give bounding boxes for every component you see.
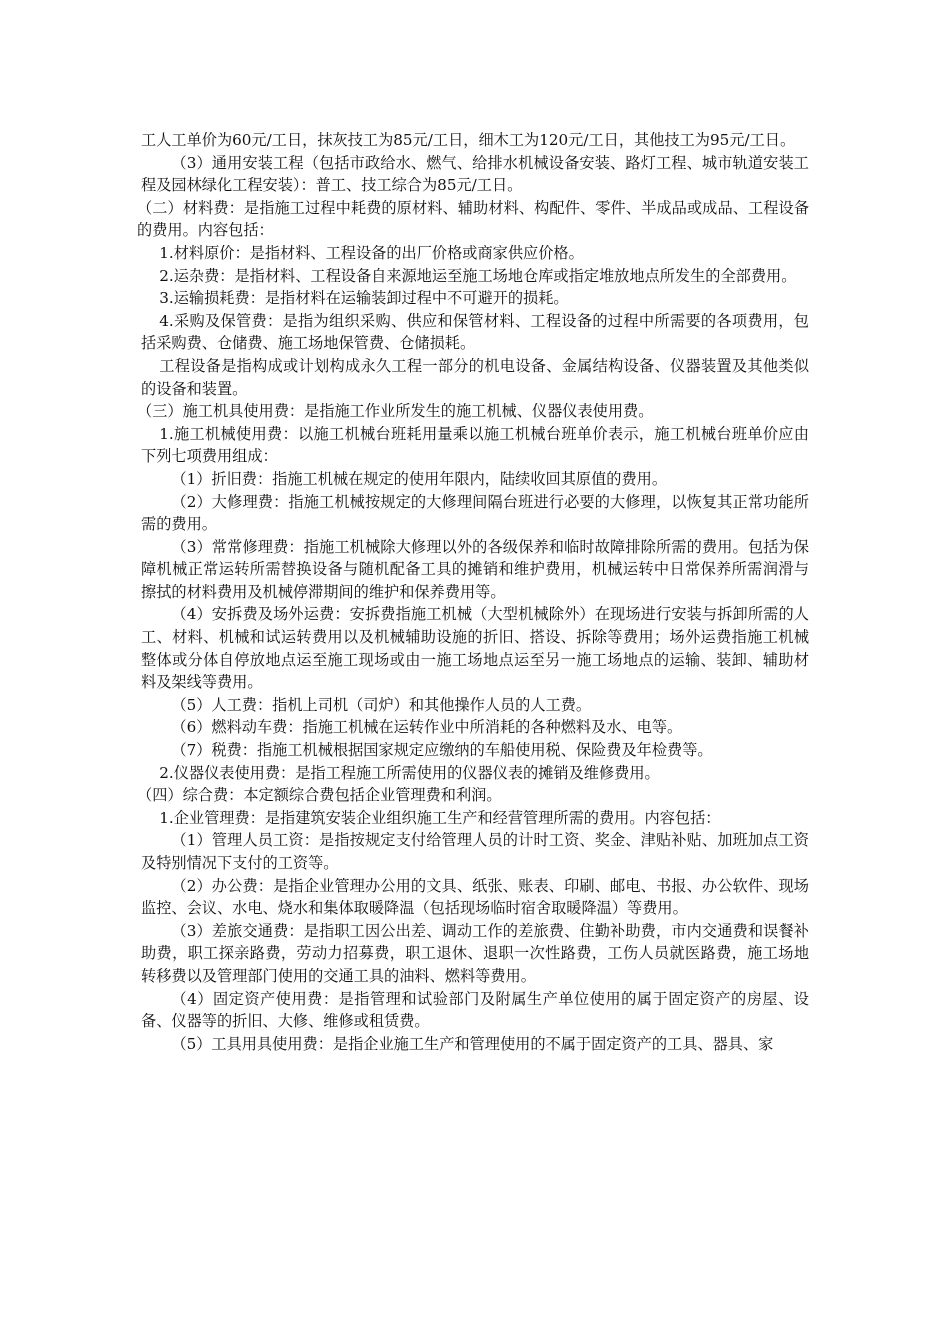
paragraph-material-price: 1.材料原价：是指材料、工程设备的出厂价格或商家供应价格。 — [159, 243, 584, 262]
paragraph-enterprise-management: 1.企业管理费：是指建筑安装企业组织施工生产和经营管理所需的费用。内容包括： — [159, 808, 721, 827]
paragraph-transport-loss: 3.运输损耗费：是指材料在运输装卸过程中不可避开的损耗。 — [159, 289, 569, 308]
heading-material-cost: （二）材料费：是指施工过程中耗费的原材料、辅助材料、构配件、零件、半成品或成品、工程设备的费用。内容包括： — [137, 198, 809, 240]
paragraph-overhaul: （2）大修理费：指施工机械按规定的大修理间隔台班进行必要的大修理，以恢复其正常功能所需的费用。 — [141, 492, 809, 534]
paragraph-installation-transport: （4）安拆费及场外运费：安拆费指施工机械（大型机械除外）在现场进行安装与拆卸所需的人工、材料、机械和试运转费用以及机械辅助设施的折旧、搭设、拆除等费用；场外运费指施工机械整体或分体自停放地点运至施工现场或由一施工场地点运至另一施工场地点的运输、装卸、辅助材料及架线等费用。 — [141, 605, 809, 692]
paragraph-engineering-equipment: 工程设备是指构成或计划构成永久工程一部分的机电设备、金属结构设备、仪器装置及其他类似的设备和装置。 — [141, 356, 809, 398]
paragraph-management-salary: （1）管理人员工资：是指按规定支付给管理人员的计时工资、奖金、津贴补贴、加班加点工资及特别情况下支付的工资等。 — [141, 831, 809, 872]
paragraph-office-cost: （2）办公费：是指企业管理办公用的文具、纸张、账表、印刷、邮电、书报、办公软件、现场监控、会议、水电、烧水和集体取暖降温（包括现场临时宿舍取暖降温）等费用。 — [141, 876, 809, 918]
paragraph-fuel-power: （6）燃料动车费：指施工机械在运转作业中所消耗的各种燃料及水、电等。 — [171, 718, 683, 737]
paragraph-general-installation: （3）通用安装工程（包括市政给水、燃气、给排水机械设备安装、路灯工程、城市轨道安装工程及园林绿化工程安装）：普工、技工综合为85元/工日。 — [141, 153, 809, 195]
paragraph-machine-usage: 1.施工机械使用费：以施工机械台班耗用量乘以施工机械台班单价表示，施工机械台班单价应由下列七项费用组成： — [141, 424, 809, 466]
paragraph-depreciation: （1）折旧费：指施工机械在规定的使用年限内，陆续收回其原值的费用。 — [171, 469, 668, 488]
paragraph-freight: 2.运杂费：是指材料、工程设备自来源地运至施工场地仓库或指定堆放地点所发生的全部费用。 — [159, 266, 797, 285]
heading-comprehensive-cost: （四）综合费：本定额综合费包括企业管理费和利润。 — [137, 786, 502, 805]
paragraph-procurement-storage: 4.采购及保管费：是指为组织采购、供应和保管材料、工程设备的过程中所需要的各项费用，包括采购费、仓储费、施工场地保管费、仓储损耗。 — [141, 311, 809, 353]
paragraph-taxes: （7）税费：指施工机械根据国家规定应缴纳的车船使用税、保险费及年检费等。 — [171, 741, 713, 760]
document-body — [137, 129, 809, 1055]
paragraph-labor-rates-continued: 工人工单价为60元/工日，抹灰技工为85元/工日，细木工为120元/工日，其他技工为95元/工日。 — [141, 131, 796, 149]
paragraph-routine-repair: （3）常常修理费：指施工机械除大修理以外的各级保养和临时故障排除所需的费用。包括为保障机械正常运转所需替换设备与随机配备工具的摊销和维护费用，机械运转中日常保养所需润滑与擦拭的材料费用及机械停滞期间的维护和保养费用等。 — [141, 537, 809, 601]
paragraph-tools-usage: （5）工具用具使用费：是指企业施工生产和管理使用的不属于固定资产的工具、器具、家 — [171, 1034, 774, 1053]
paragraph-travel-cost: （3）差旅交通费：是指职工因公出差、调动工作的差旅费、住勤补助费，市内交通费和误餐补助费，职工探亲路费，劳动力招募费，职工退休、退职一次性路费，工伤人员就医路费，施工场地转移费以及管理部门使用的交通工具的油料、燃料等费用。 — [141, 921, 809, 985]
paragraph-instrument-usage: 2.仪器仪表使用费：是指工程施工所需使用的仪器仪表的摊销及维修费用。 — [159, 763, 660, 782]
paragraph-operator-labor: （5）人工费：指机上司机（司炉）和其他操作人员的人工费。 — [171, 695, 592, 714]
paragraph-fixed-assets: （4）固定资产使用费：是指管理和试验部门及附属生产单位使用的属于固定资产的房屋、设备、仪器等的折旧、大修、维修或租赁费。 — [141, 989, 809, 1031]
heading-machinery-cost: （三）施工机具使用费：是指施工作业所发生的施工机械、仪器仪表使用费。 — [137, 402, 654, 421]
